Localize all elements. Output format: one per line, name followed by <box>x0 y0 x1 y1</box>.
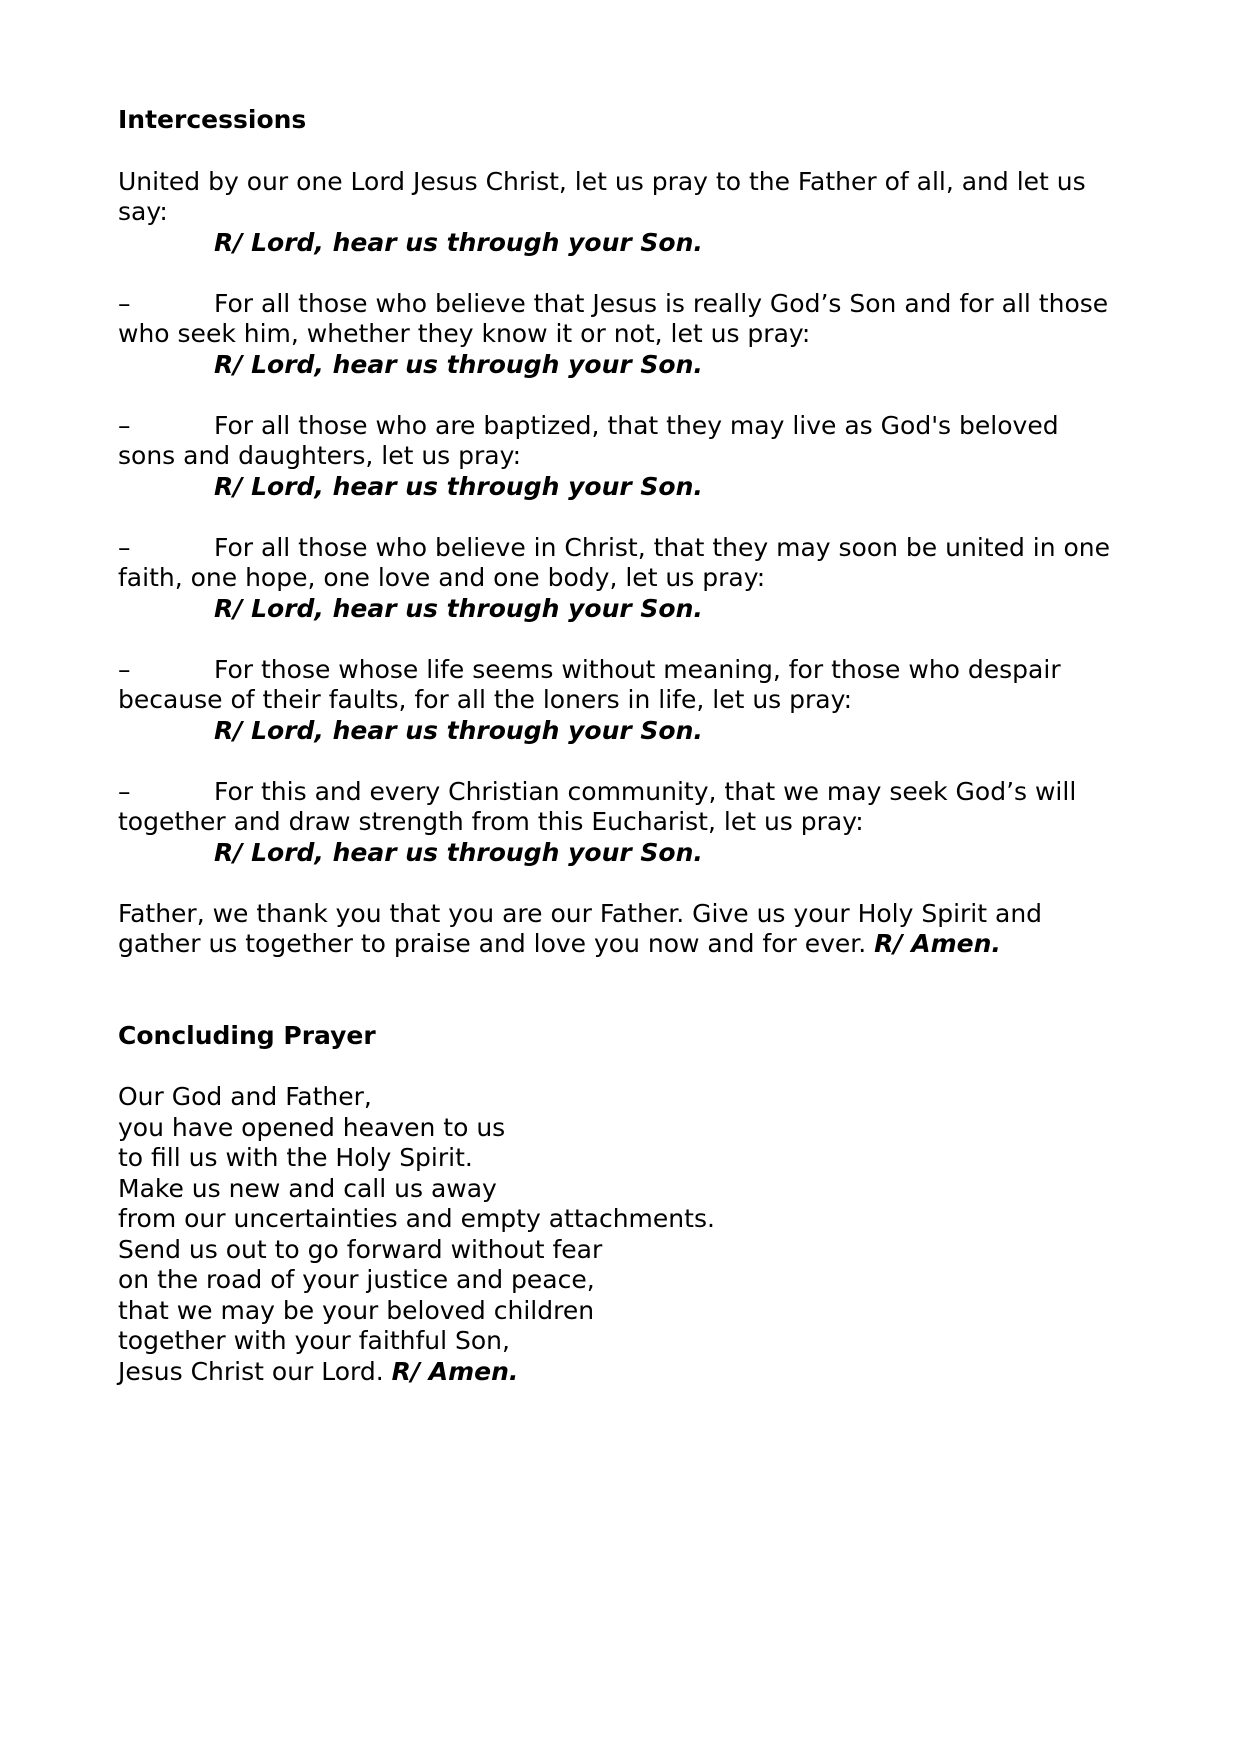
response-line: R/ Lord, hear us through your Son. <box>214 471 703 501</box>
response-line: R/ Lord, hear us through your Son. <box>214 349 703 379</box>
intercessions-intro <box>118 167 1128 228</box>
prayer-line: from our uncertainties and empty attachments. <box>118 1204 715 1233</box>
petition-dash: – <box>118 410 131 440</box>
intercessions-closing <box>118 899 1128 960</box>
prayer-line: Our God and Father, <box>118 1082 372 1111</box>
petition-text: faith, one hope, one love and one body, let us pray: <box>118 563 766 592</box>
prayer-line: Send us out to go forward without fear <box>118 1234 603 1264</box>
petition-text: For all those who believe in Christ, that they may soon be united in one <box>214 532 1111 562</box>
intro-line: say: <box>118 197 168 226</box>
prayer-response: R/ Amen. <box>391 1356 519 1386</box>
petition-dash: – <box>118 654 131 684</box>
closing-response: R/ Amen. <box>874 929 1001 958</box>
petition-text: sons and daughters, let us pray: <box>118 441 522 470</box>
petition <box>118 289 1128 381</box>
concluding-prayer-heading: Concluding Prayer <box>118 1020 376 1050</box>
prayer-line: Make us new and call us away <box>118 1173 497 1203</box>
petition-text: together and draw strength from this Eucharist, let us pray: <box>118 807 864 836</box>
intro-line: United by our one Lord Jesus Christ, let us pray to the Father of all, and let us <box>118 166 1086 196</box>
petition-text: because of their faults, for all the loners in life, let us pray: <box>118 685 853 714</box>
petition-dash: – <box>118 288 131 318</box>
closing-line: gather us together to praise and love you now and for ever. <box>118 929 867 958</box>
response-line: R/ Lord, hear us through your Son. <box>214 715 703 745</box>
concluding-prayer-text <box>118 1082 1128 1387</box>
response-line: R/ Lord, hear us through your Son. <box>214 593 703 623</box>
prayer-line: together with your faithful Son, <box>118 1326 510 1355</box>
response-line: R/ Lord, hear us through your Son. <box>214 837 703 867</box>
petition-dash: – <box>118 532 131 562</box>
prayer-line: you have opened heaven to us <box>118 1112 506 1142</box>
petition-dash: – <box>118 776 131 806</box>
petition-text: For this and every Christian community, that we may seek God’s will <box>214 776 1077 806</box>
petition <box>118 777 1128 869</box>
petition-text: who seek him, whether they know it or not, let us pray: <box>118 319 811 348</box>
prayer-line: that we may be your beloved children <box>118 1295 595 1325</box>
prayer-line: Jesus Christ our Lord. <box>118 1356 384 1386</box>
intercessions-heading: Intercessions <box>118 105 307 134</box>
petition <box>118 411 1128 503</box>
document-page <box>118 105 1128 1387</box>
petition-text: For those whose life seems without meaning, for those who despair <box>214 654 1061 684</box>
petition-text: For all those who are baptized, that they may live as God's beloved <box>214 410 1059 440</box>
petition-text: For all those who believe that Jesus is really God’s Son and for all those <box>214 288 1109 318</box>
prayer-line: to fill us with the Holy Spirit. <box>118 1143 473 1172</box>
closing-line: Father, we thank you that you are our Father. Give us your Holy Spirit and <box>118 898 1043 928</box>
response-line: R/ Lord, hear us through your Son. <box>214 227 703 257</box>
petition <box>118 655 1128 747</box>
petition <box>118 533 1128 625</box>
prayer-line: on the road of your justice and peace, <box>118 1265 595 1294</box>
